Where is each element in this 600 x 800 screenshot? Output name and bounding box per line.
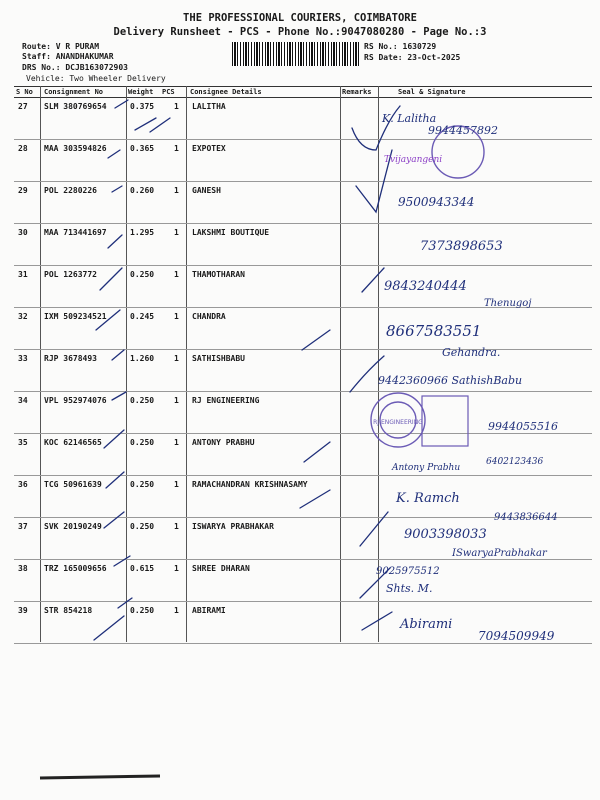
consignment-cell: SVK 20190249 — [44, 522, 102, 531]
pcs-cell: 1 — [174, 186, 179, 195]
consignment-cell: SLM 380769654 — [44, 102, 107, 111]
consignee-cell: SATHISHBABU — [192, 354, 245, 363]
consignment-cell: MAA 713441697 — [44, 228, 107, 237]
runsheet-subtitle: Delivery Runsheet - PCS - Phone No.:9047080280 - Page No.:3 — [113, 26, 487, 38]
weight-cell: 0.615 — [130, 564, 155, 573]
weight-cell: 0.365 — [130, 144, 155, 153]
table-row — [0, 434, 600, 476]
table-row — [0, 182, 600, 224]
weight-cell: 0.250 — [130, 606, 155, 615]
table-row — [0, 140, 600, 182]
weight-cell: 0.250 — [130, 270, 155, 279]
col-header-sno: S No — [16, 88, 33, 96]
table-row — [0, 392, 600, 434]
table-top-rule — [14, 86, 592, 87]
consignee-cell: RJ ENGINEERING — [192, 396, 260, 405]
consignment-cell: TRZ 165009656 — [44, 564, 107, 573]
signature-text: K. Lalitha — [382, 112, 437, 125]
consignee-cell: RAMACHANDRAN KRISHNASAMY — [192, 480, 308, 489]
company-title: THE PROFESSIONAL COURIERS, COIMBATORE — [183, 12, 417, 24]
table-row — [0, 560, 600, 602]
consignment-cell: POL 1263772 — [44, 270, 97, 279]
phone-text: 9944055516 — [488, 420, 558, 433]
consignee-cell: CHANDRA — [192, 312, 226, 321]
weight-cell: 0.375 — [130, 102, 155, 111]
weight-cell: 0.260 — [130, 186, 155, 195]
sno-cell: 38 — [18, 564, 28, 573]
pcs-cell: 1 — [174, 312, 179, 321]
drs-label: DRS No.: DCJB163072903 — [22, 63, 128, 72]
staff-label: Staff: ANANDHAKUMAR — [22, 52, 114, 61]
weight-cell: 0.250 — [130, 438, 155, 447]
pcs-cell: 1 — [174, 522, 179, 531]
consignee-cell: LALITHA — [192, 102, 226, 111]
signature-text: ISwaryaPrabhakar — [452, 548, 547, 559]
signature-text: Shts. M. — [386, 582, 433, 595]
sno-cell: 37 — [18, 522, 28, 531]
route-label: Route: V R PURAM — [22, 42, 100, 51]
consignee-cell: EXPOTEX — [192, 144, 226, 153]
consignment-cell: KOC 62146565 — [44, 438, 102, 447]
pcs-cell: 1 — [174, 228, 179, 237]
consignment-cell: VPL 952974076 — [44, 396, 107, 405]
pcs-cell: 1 — [174, 396, 179, 405]
consignment-cell: RJP 3678493 — [44, 354, 97, 363]
vehicle-label: Vehicle: Two Wheeler Delivery — [26, 74, 166, 83]
phone-text: 9443836644 — [494, 512, 558, 523]
signature-text: Tvijayangeni — [384, 155, 443, 165]
rs-date: RS Date: 23-Oct-2025 — [364, 53, 461, 62]
consignee-cell: GANESH — [192, 186, 221, 195]
weight-cell: 1.295 — [130, 228, 155, 237]
phone-text: 9500943344 — [398, 195, 475, 209]
table-row — [0, 308, 600, 350]
sno-cell: 27 — [18, 102, 28, 111]
phone-text: 8667583551 — [386, 322, 482, 340]
pcs-cell: 1 — [174, 102, 179, 111]
phone-text: 9025975512 — [376, 566, 440, 577]
rs-number: RS No.: 1630729 — [364, 42, 437, 51]
signature-text: Antony Prabhu — [392, 463, 461, 473]
sno-cell: 30 — [18, 228, 28, 237]
sno-cell: 35 — [18, 438, 28, 447]
col-header-pcs: PCS — [162, 88, 175, 96]
phone-text: 9944457892 — [428, 124, 498, 137]
table-row — [0, 350, 600, 392]
consignee-cell: THAMOTHARAN — [192, 270, 245, 279]
signature-text: Thenugoj — [484, 298, 532, 309]
pcs-cell: 1 — [174, 480, 179, 489]
table-row — [0, 98, 600, 140]
col-header-weight: Weight — [128, 88, 154, 96]
row-rule — [14, 643, 592, 644]
pcs-cell: 1 — [174, 354, 179, 363]
weight-cell: 1.260 — [130, 354, 155, 363]
col-header-consignment: Consignment No — [44, 88, 104, 96]
col-header-remarks: Remarks — [342, 88, 372, 96]
consignment-cell: STR 854218 — [44, 606, 93, 615]
table-row — [0, 224, 600, 266]
scan-artifact — [40, 776, 160, 778]
consignment-cell: POL 2280226 — [44, 186, 97, 195]
table-row — [0, 266, 600, 308]
table-row — [0, 518, 600, 560]
signature-text: Gehandra. — [442, 346, 501, 359]
consignment-cell: IXM 509234521 — [44, 312, 107, 321]
consignee-cell: ANTONY PRABHU — [192, 438, 255, 447]
col-header-signature: Seal & Signature — [398, 88, 466, 96]
weight-cell: 0.250 — [130, 522, 155, 531]
weight-cell: 0.250 — [130, 480, 155, 489]
consignment-cell: MAA 303594826 — [44, 144, 107, 153]
pcs-cell: 1 — [174, 270, 179, 279]
consignee-cell: LAKSHMI BOUTIQUE — [192, 228, 270, 237]
table-row — [0, 476, 600, 518]
pcs-cell: 1 — [174, 564, 179, 573]
weight-cell: 0.250 — [130, 396, 155, 405]
consignee-cell: ISWARYA PRABHAKAR — [192, 522, 274, 531]
pcs-cell: 1 — [174, 438, 179, 447]
sno-cell: 32 — [18, 312, 28, 321]
sno-cell: 31 — [18, 270, 28, 279]
sno-cell: 33 — [18, 354, 28, 363]
pcs-cell: 1 — [174, 606, 179, 615]
consignee-cell: ABIRAMI — [192, 606, 226, 615]
sno-cell: 39 — [18, 606, 28, 615]
phone-text: 9843240444 — [384, 279, 467, 294]
consignee-cell: SHREE DHARAN — [192, 564, 250, 573]
barcode — [232, 42, 360, 66]
consignment-cell: TCG 50961639 — [44, 480, 102, 489]
signature-text: K. Ramch — [396, 491, 460, 506]
phone-text: 9003398033 — [404, 527, 487, 542]
stamp-text: RJ ENGINEERING — [373, 419, 423, 426]
phone-text: 9442360966 SathishBabu — [378, 374, 523, 387]
sno-cell: 34 — [18, 396, 28, 405]
phone-text: 7094509949 — [478, 629, 555, 643]
pcs-cell: 1 — [174, 144, 179, 153]
col-header-consignee: Consignee Details — [190, 88, 262, 96]
signature-text: Abirami — [400, 617, 453, 632]
table-row — [0, 602, 600, 644]
phone-text: 6402123436 — [486, 457, 544, 467]
weight-cell: 0.245 — [130, 312, 155, 321]
sno-cell: 29 — [18, 186, 28, 195]
sno-cell: 28 — [18, 144, 28, 153]
phone-text: 7373898653 — [420, 239, 503, 254]
sno-cell: 36 — [18, 480, 28, 489]
